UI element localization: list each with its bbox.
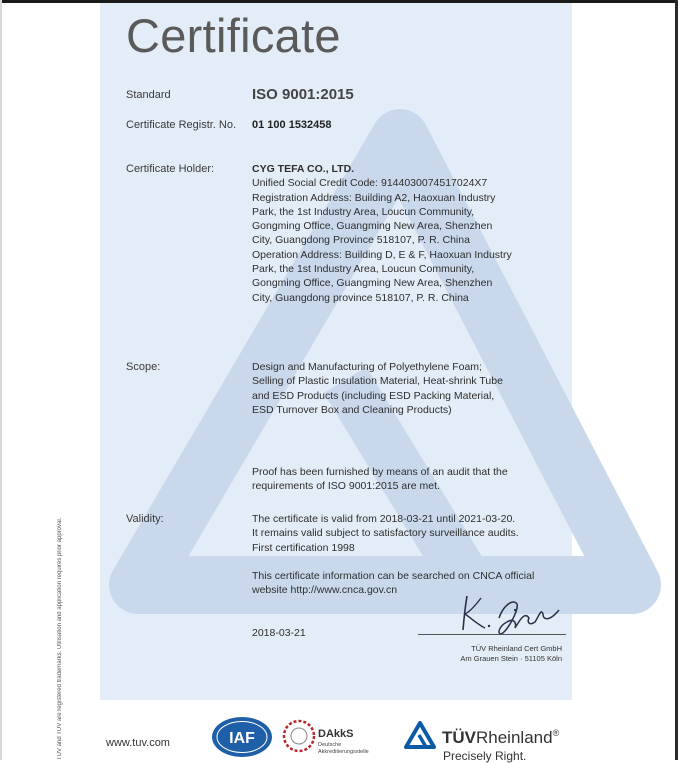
standard-label: Standard bbox=[126, 89, 171, 101]
validity-line: First certification 1998 bbox=[252, 541, 355, 554]
validity-line: It remains valid subject to satisfactory surveillance audits. bbox=[252, 527, 519, 540]
handwritten-signature bbox=[455, 588, 570, 636]
dakks-subtitle bbox=[318, 742, 369, 755]
trademark-note: TÜV and TUV are registered trademarks. Utilisation and application requires prior approval. bbox=[57, 517, 63, 760]
holder-line: Gongming Office, Guangming New Area, Shenzhen bbox=[252, 277, 493, 290]
dakks-sub-line: Akkreditierungsstelle bbox=[318, 748, 369, 755]
registration-value: 01 100 1532458 bbox=[252, 119, 332, 131]
validity-label: Validity: bbox=[126, 513, 164, 525]
holder-line: Gongming Office, Guangming New Area, Shenzhen bbox=[252, 220, 493, 233]
issuer-address: Am Grauen Stein · 51105 Köln bbox=[460, 654, 562, 663]
tuv-slogan: Precisely Right. bbox=[443, 749, 527, 763]
dakks-sub-line: Deutsche bbox=[318, 742, 342, 748]
holder-company: CYG TEFA CO., LTD. bbox=[252, 163, 355, 175]
registration-label: Certificate Registr. No. bbox=[126, 119, 237, 131]
holder-line: Registration Address: Building A2, Haoxuan Industry bbox=[252, 191, 496, 204]
scope-line: ESD Turnover Box and Cleaning Products) bbox=[252, 403, 452, 416]
proof-line: requirements of ISO 9001:2015 are met. bbox=[252, 480, 440, 493]
holder-line: Park, the 1st Industry Area, Loucun Community, bbox=[252, 263, 475, 276]
issuer-info bbox=[420, 644, 562, 664]
dakks-name: DAkkS bbox=[318, 728, 354, 740]
footer-band bbox=[70, 700, 670, 760]
holder-line: City, Guangdong province 518107, P. R. China bbox=[252, 291, 469, 304]
svg-text:IAF: IAF bbox=[229, 730, 255, 747]
proof-line: Proof has been furnished by means of an audit that the bbox=[252, 466, 508, 478]
cnca-line: This certificate information can be searched on CNCA official bbox=[252, 570, 535, 582]
standard-value: ISO 9001:2015 bbox=[252, 86, 354, 103]
cnca-line: website http://www.cnca.gov.cn bbox=[252, 584, 398, 597]
holder-line: Unified Social Credit Code: 9144030074517024X7 bbox=[252, 177, 488, 190]
scope-line: Design and Manufacturing of Polyethylene Foam; bbox=[252, 361, 482, 373]
holder-label: Certificate Holder: bbox=[126, 163, 215, 175]
validity-block bbox=[252, 512, 552, 555]
tuv-brand bbox=[442, 728, 559, 748]
signature-line bbox=[418, 634, 566, 635]
tuv-brand-bold: TÜV bbox=[442, 728, 476, 747]
tuv-triangle-icon bbox=[403, 720, 437, 750]
certificate-title: Certificate bbox=[126, 9, 341, 62]
holder-block bbox=[252, 162, 552, 305]
validity-line: The certificate is valid from 2018-03-21 until 2021-03-20. bbox=[252, 513, 516, 525]
issuer-name: TÜV Rheinland Cert GmbH bbox=[471, 644, 562, 653]
tuv-registered-mark: ® bbox=[552, 728, 560, 738]
iaf-logo bbox=[211, 716, 273, 758]
proof-block bbox=[252, 465, 552, 494]
holder-line: Operation Address: Building D, E & F, Haoxuan Industry bbox=[252, 248, 512, 261]
dakks-logo bbox=[281, 717, 317, 755]
issue-date: 2018-03-21 bbox=[252, 627, 306, 639]
scope-line: Selling of Plastic Insulation Material, Heat-shrink Tube bbox=[252, 375, 503, 388]
footer-website[interactable]: www.tuv.com bbox=[106, 737, 170, 749]
holder-line: City, Guangdong Province 518107, P. R. China bbox=[252, 234, 470, 247]
holder-line: Park, the 1st Industry Area, Loucun Community, bbox=[252, 205, 475, 218]
scope-label: Scope: bbox=[126, 361, 161, 373]
tuv-brand-rest: Rheinland bbox=[476, 728, 553, 747]
scope-line: and ESD Products (including ESD Packing Material, bbox=[252, 389, 495, 402]
scope-block bbox=[252, 360, 552, 417]
